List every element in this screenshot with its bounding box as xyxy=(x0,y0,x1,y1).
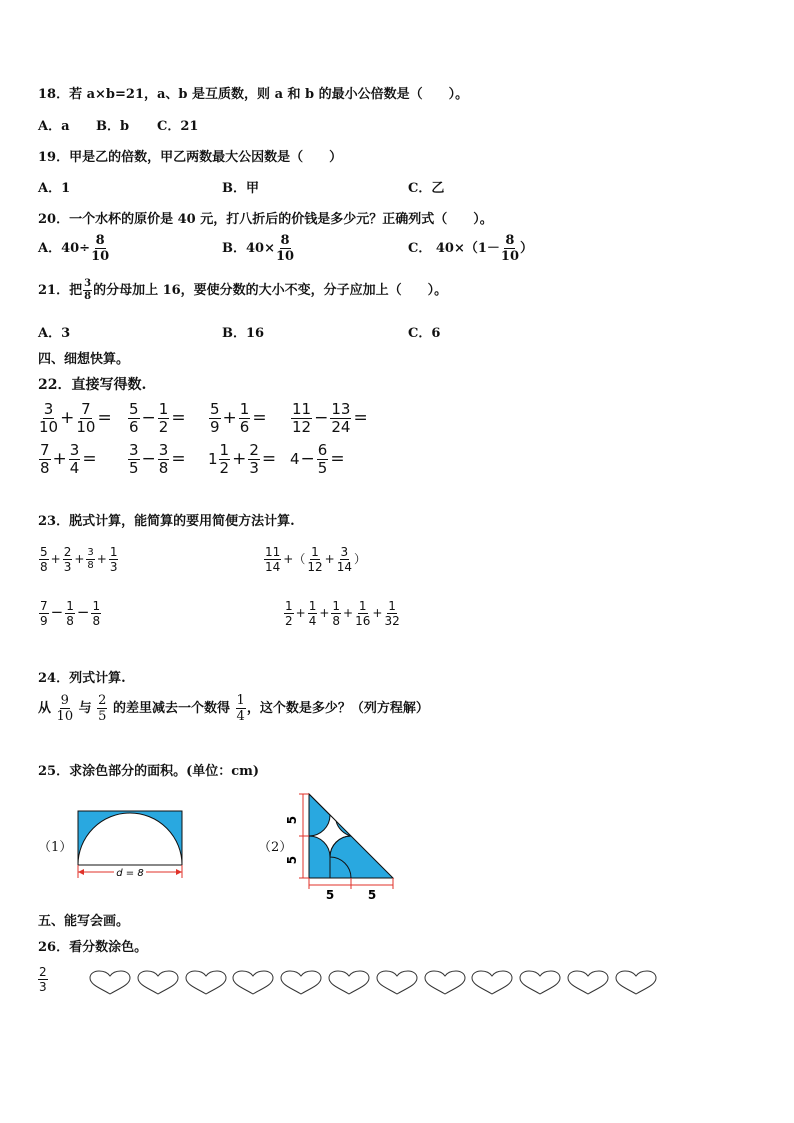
section-4-heading: 四、细想快算。 xyxy=(38,352,130,367)
q26-title: 26．看分数涂色。 xyxy=(38,940,148,955)
heart-shape-5[interactable] xyxy=(279,970,323,996)
q18-text: 18．若 a×b=21，a、b 是互质数，则 a 和 b 的最小公倍数是（ ）。 xyxy=(38,87,469,102)
section-5-heading: 五、能写会画。 xyxy=(38,914,130,929)
fig2-dim-right: 5 xyxy=(367,888,377,902)
q18-option-b[interactable]: B．b xyxy=(96,119,130,134)
q21-fraction: $\frac{3}{8}$ xyxy=(84,278,92,302)
q19-option-b[interactable]: B．甲 xyxy=(222,181,259,196)
q22-r2-item1: $\frac{7}{8}$ + $\frac{3}{4}$ = xyxy=(40,441,97,477)
q25-figure-2-label: （2） xyxy=(258,840,293,855)
q21-option-b[interactable]: B．16 xyxy=(222,326,265,341)
q20-option-c-fraction: $\frac{8}{10}$ xyxy=(500,233,519,264)
q22-title: 22．直接写得数. xyxy=(38,377,147,393)
q20-option-a-fraction: $\frac{8}{10}$ xyxy=(91,233,110,264)
q20-option-c-suffix: ） xyxy=(520,241,534,256)
q20-option-c[interactable] xyxy=(408,234,533,263)
q18-option-c[interactable]: C．21 xyxy=(157,119,199,134)
q23-title: 23．脱式计算，能简算的要用简便方法计算. xyxy=(38,514,295,529)
q20-option-b-prefix: B．40× xyxy=(222,241,275,256)
q23-expr-2: $\frac{11}{14}$ +（ $\frac{1}{12}$ + $\frac{3}{14}$ ） xyxy=(265,545,366,574)
q23-expr-1: $\frac{5}{8}$ + $\frac{2}{3}$ + $\frac{3}{8}$ + $\frac{1}{3}$ xyxy=(40,545,118,574)
q23-expr-4: $\frac{1}{2}$ + $\frac{1}{4}$ + $\frac{1}{8}$ + $\frac{1}{16}$ + $\frac{1}{32}$ xyxy=(285,599,400,628)
q21-option-c[interactable]: C．6 xyxy=(408,326,441,341)
fig2-dim-lower: 5 xyxy=(285,855,299,865)
fig1-arrow-right xyxy=(176,869,182,875)
q22-r2-item4: 4− $\frac{6}{5}$ = xyxy=(290,441,345,477)
q19-option-c[interactable]: C．乙 xyxy=(408,181,445,196)
q26-hearts-row xyxy=(88,970,668,998)
heart-shape-6[interactable] xyxy=(327,970,371,996)
heart-shape-1[interactable] xyxy=(88,970,132,996)
q20-text: 20．一个水杯的原价是 40 元，打八折后的价钱是多少元？正确列式（ ）。 xyxy=(38,212,493,227)
q25-title: 25．求涂色部分的面积。(单位：cm) xyxy=(38,764,260,779)
q25-figure-2 xyxy=(285,790,398,902)
q21-option-a[interactable]: A．3 xyxy=(38,326,71,341)
q19-option-a[interactable]: A．1 xyxy=(38,181,71,196)
q24-text: 从 $\frac{9}{10}$ 与 $\frac{2}{5}$ 的差里减去一个数得 $\frac{1}{4}$ ，这个数是多少？（列方程解） xyxy=(38,693,429,724)
q19-text: 19．甲是乙的倍数，甲乙两数最大公因数是（ ） xyxy=(38,150,343,165)
fig1-arrow-left xyxy=(78,869,84,875)
q22-r2-item2: $\frac{3}{5}$ − $\frac{3}{8}$ = xyxy=(129,441,186,477)
q20-option-b[interactable] xyxy=(222,234,295,263)
q23-expr-3: $\frac{7}{9}$ − $\frac{1}{8}$ − $\frac{1}{8}$ xyxy=(40,599,101,628)
heart-shape-9[interactable] xyxy=(470,970,514,996)
q20-option-c-prefix: C． 40×（1－ xyxy=(408,241,500,256)
heart-shape-8[interactable] xyxy=(423,970,467,996)
q22-r1-item2: $\frac{5}{6}$ − $\frac{1}{2}$ = xyxy=(129,400,186,436)
heart-shape-2[interactable] xyxy=(136,970,180,996)
q20-option-b-fraction: $\frac{8}{10}$ xyxy=(275,233,295,264)
fig2-dim-upper: 5 xyxy=(285,815,299,825)
q20-option-a-prefix: A．40÷ xyxy=(38,241,91,256)
heart-shape-4[interactable] xyxy=(231,970,275,996)
heart-shape-3[interactable] xyxy=(184,970,228,996)
q22-r1-item3: $\frac{5}{9}$ + $\frac{1}{6}$ = xyxy=(210,400,267,436)
q22-r1-item4: $\frac{11}{12}$ − $\frac{13}{24}$ = xyxy=(292,400,368,436)
q24-title: 24．列式计算. xyxy=(38,671,126,686)
q25-figure-1 xyxy=(76,806,186,882)
q21-text: 21．把 $\frac{3}{8}$ 的分母加上 16，要使分数的大小不变，分子应加上（ ）。 xyxy=(38,278,448,302)
q22-r1-item1: $\frac{3}{10}$ + $\frac{7}{10}$ = xyxy=(39,400,112,436)
fig2-dim-left: 5 xyxy=(325,888,335,902)
heart-shape-10[interactable] xyxy=(518,970,562,996)
q25-figure-1-label: （1） xyxy=(38,840,73,855)
q22-r2-item3: 1 $\frac{1}{2}$ + $\frac{2}{3}$ = xyxy=(208,441,277,477)
q26-fraction: $\frac{2}{3}$ xyxy=(39,965,47,994)
heart-shape-7[interactable] xyxy=(375,970,419,996)
q20-option-a[interactable] xyxy=(38,234,110,263)
fig1-dimension-label: d = 8 xyxy=(116,868,144,879)
heart-shape-12[interactable] xyxy=(614,970,658,996)
heart-shape-11[interactable] xyxy=(566,970,610,996)
q18-option-a[interactable]: A．a xyxy=(38,119,70,134)
